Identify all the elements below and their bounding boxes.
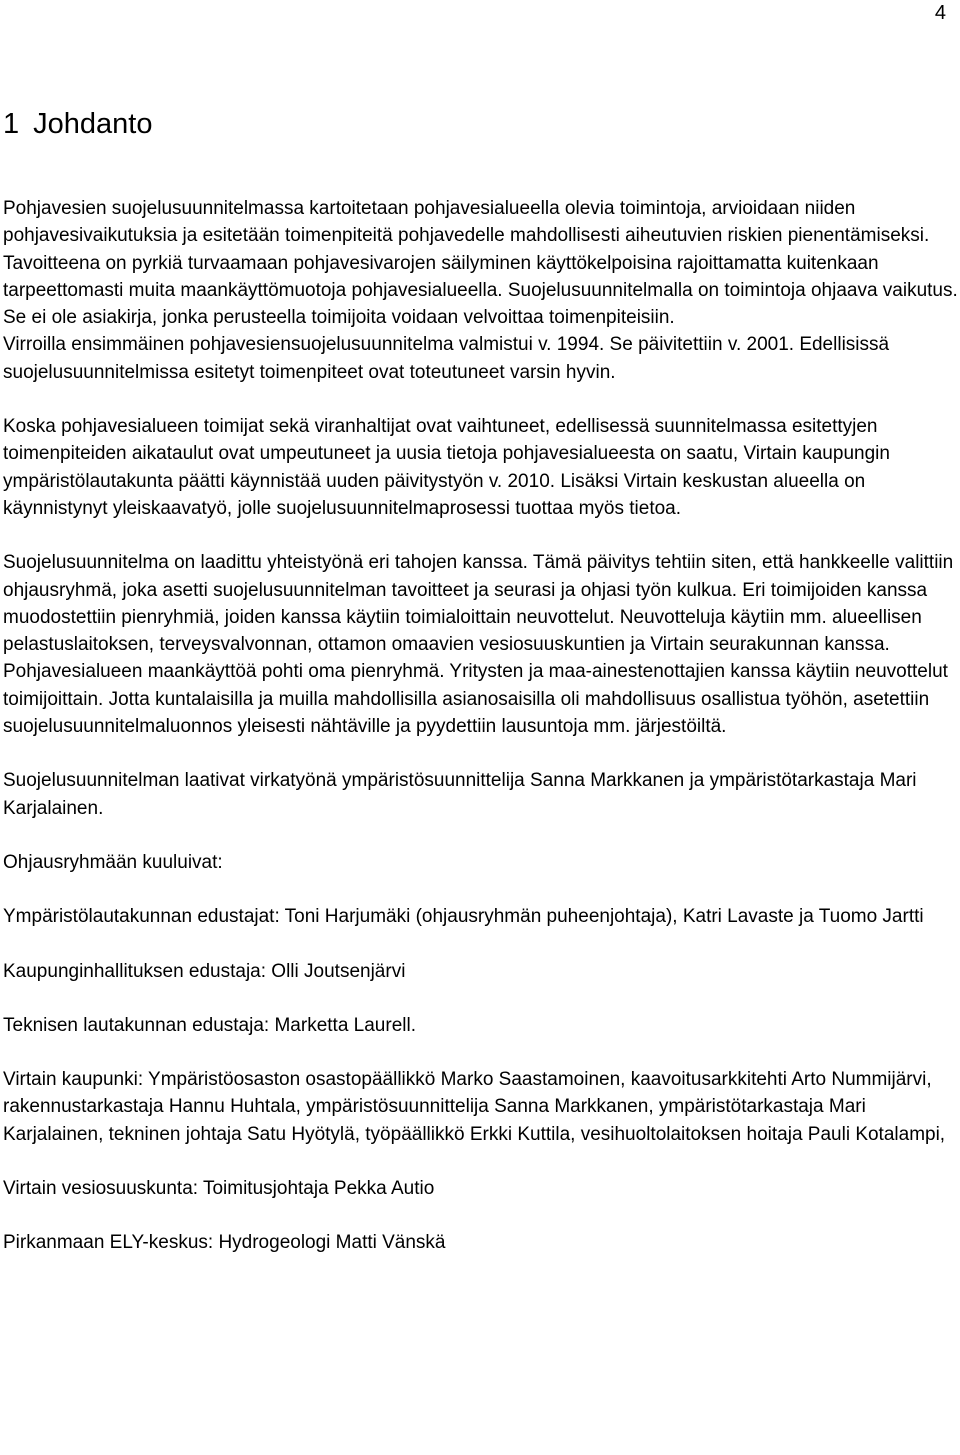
paragraph-history: Virroilla ensimmäinen pohjavesiensuojelusuunnitelma valmistui v. 1994. Se päivitettiin v. 2001. Edellisissä suojelusuunnitelmissa esitetyt toimenpiteet ovat toteutuneet varsin hyvin. bbox=[3, 334, 890, 383]
section-heading bbox=[3, 104, 152, 144]
page-number: 4 bbox=[934, 2, 946, 24]
paragraph-ely-centre: Pirkanmaan ELY-keskus: Hydrogeologi Matti Vänskä bbox=[3, 1232, 446, 1254]
body-text bbox=[3, 195, 958, 1284]
paragraph-env-committee: Ympäristölautakunnan edustajat: Toni Harjumäki (ohjausryhmän puheenjohtaja), Katri Lavaste ja Tuomo Jartti bbox=[3, 906, 924, 928]
paragraph-collaboration: Suojelusuunnitelma on laadittu yhteistyönä eri tahojen kanssa. Tämä päivitys tehtiin siten, että hankkeelle valittiin ohjausryhmä, joka asetti suojelusuunnitelman tavoitteet ja seurasi ja ohjasi työn kulkua. Eri toimijoiden kanssa muodostettiin pienryhmiä, joiden kanssa käytiin toimialoittain neuvottelut. Neuvotteluja käytiin mm. alueellisen pelastuslaitoksen, terveysvalvonnan, ottamon omaavien vesiosuuskuntien ja Virtain seurakunnan kanssa. Pohjavesialueen maankäyttöä pohti oma pienryhmä. Yritysten ja maa-ainestenottajien kanssa käytiin neuvottelut toimijoittain. Jotta kuntalaisilla ja muilla mahdollisilla asianosaisilla oli mahdollisuus osallistua työhön, asetettiin suojelusuunnitelmaluonnos yleisesti nähtäville ja pyydettiin lausuntoja mm. järjestöiltä. bbox=[3, 552, 954, 738]
paragraph-water-cooperative: Virtain vesiosuuskunta: Toimitusjohtaja Pekka Autio bbox=[3, 1178, 435, 1200]
section-number: 1 bbox=[3, 108, 20, 140]
paragraph-technical-committee: Teknisen lautakunnan edustaja: Marketta Laurell. bbox=[3, 1014, 416, 1036]
paragraph-intro: Pohjavesien suojelusuunnitelmassa kartoitetaan pohjavesialueella olevia toimintoja, arvioidaan niiden pohjavesivaikutuksia ja esitetään toimenpiteitä pohjavedelle mahdollisesti aiheutuvien riskien pienentämiseksi. Tavoitteena on pyrkiä turvaamaan pohjavesivarojen säilyminen käyttökelpoisina rajoittamatta kuitenkaan tarpeettomasti muita maankäyttömuotoja pohjavesialueella. Suojelusuunnitelmalla on toimintoja ohjaava vaikutus. Se ei ole asiakirja, jonka perusteella toimijoita voidaan velvoittaa toimenpiteisiin. bbox=[3, 198, 958, 329]
paragraph-city-staff: Virtain kaupunki: Ympäristöosaston osastopäällikkö Marko Saastamoinen, kaavoitusarkkitehti Arto Nummijärvi, rakennustarkastaja Hannu Huhtala, ympäristösuunnittelija Sanna Markkanen, ympäristötarkastaja Mari Karjalainen, tekninen johtaja Satu Hyötylä, työpäällikkö Erkki Kuttila, vesihuoltolaitoksen hoitaja Pauli Kotalampi, bbox=[3, 1069, 946, 1145]
paragraph-city-board: Kaupunginhallituksen edustaja: Olli Joutsenjärvi bbox=[3, 960, 406, 982]
paragraph-update-reason: Koska pohjavesialueen toimijat sekä viranhaltijat ovat vaihtuneet, edellisessä suunnitelmassa esitettyjen toimenpiteiden aikataulut ovat umpeutuneet ja uusia tietoja pohjavesialueesta on saatu, Virtain kaupungin ympäristölautakunta päätti käynnistää uuden päivitystyön v. 2010. Lisäksi Virtain keskustan alueella on käynnistynyt yleiskaavatyö, jolle suojelusuunnitelmaprosessi tuottaa myös tietoa. bbox=[3, 416, 890, 519]
paragraph-steering-group-heading: Ohjausryhmään kuuluivat: bbox=[3, 851, 223, 873]
section-title: Johdanto bbox=[33, 108, 153, 140]
paragraph-authors: Suojelusuunnitelman laativat virkatyönä ympäristösuunnittelija Sanna Markkanen ja ympäristötarkastaja Mari Karjalainen. bbox=[3, 770, 917, 819]
